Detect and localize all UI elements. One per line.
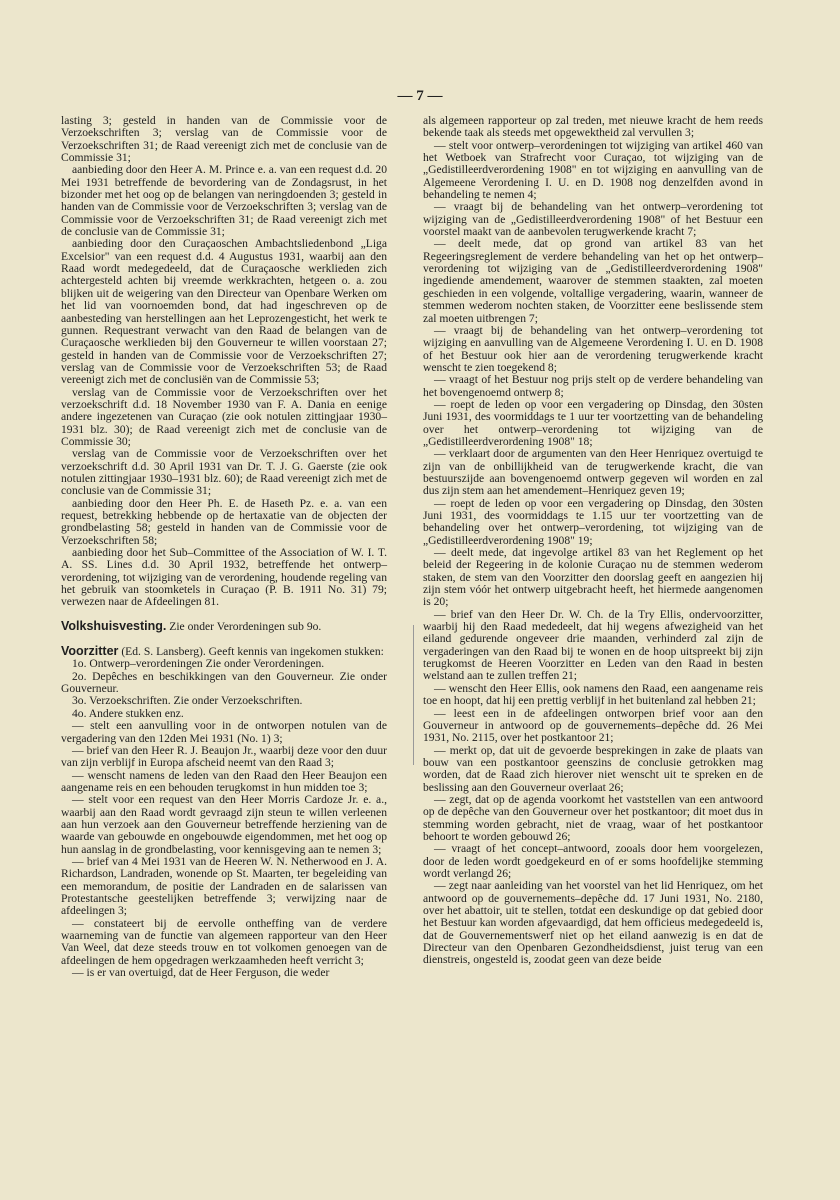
paragraph: — deelt mede, dat op grond van artikel 83 van het Regeeringsreglement de verdere behandeling van het op het ontwerp–verordening tot wijziging van de „Gedistilleerdverordening 1908" ingediende amendement, waarover de stemmen staakten, zal moeten geschieden in een volgende, voltallige vergadering, waarin, wanneer de stemmen wederom nochten staken, de Voorzitter eene beslissende stem zal moeten uitbrengen 7; xyxy=(423,237,763,325)
paragraph: — vraagt bij de behandeling van het ontwerp–verordening tot wijziging van de „Gedistilleerdverordening 1908" of het Bestuur een voorstel maakt van de aanbevolen terugwerkende kracht 7; xyxy=(423,200,763,239)
page-number: — 7 — xyxy=(397,88,443,104)
paragraph: aanbieding door den Heer A. M. Prince e. a. van een request d.d. 20 Mei 1931 betreffende de bevordering van de Zondagsrust, in het bizonder met het oog op de belangen van neringdoenden 3; gesteld in handen van de Commissie voor de Verzoekschriften 3; verslag van de Commissie voor de Verzoekschriften 31; de Raad vereenigt zich met de conclusie van de Commissie 31; xyxy=(61,163,387,239)
paragraph: lasting 3; gesteld in handen van de Commissie voor de Verzoekschriften 3; verslag van de Commissie voor de Verzoekschriften 31; de Raad vereenigt zich met de conclusie van de Commissie 31; xyxy=(61,114,387,165)
entry-text: (Ed. S. Lansberg). Geeft kennis van ingekomen stukken: xyxy=(118,645,384,659)
paragraph: — constateert bij de eervolle ontheffing van de verdere waarneming van de functie van algemeen rapporteur van den Heer Van Weel, dat deze steeds trouw en tot volkomen genoegen van de afdeelingen de hem opgedragen werkzaamheden heeft verricht 3; xyxy=(61,916,387,967)
volkshuisvesting-entry xyxy=(61,620,387,633)
paragraph: aanbieding door den Heer Ph. E. de Haseth Pz. e. a. van een request, betrekking hebbende op de hertaxatie van de objecten der grondbelasting 58; gesteld in handen van de Commissie voor de Verzoekschriften 58; xyxy=(61,496,387,547)
paragraph: — is er van overtuigd, dat de Heer Ferguson, die weder xyxy=(72,966,330,980)
paragraph: — stelt voor ontwerp–verordeningen tot wijziging van artikel 460 van het Wetboek van Strafrecht voor Curaçao, tot wijziging van de „Gedistilleerdverordening 1908" en tot wijziging en aanvulling van de Algemeene Verordening I. U. en D. 1908 nog denzelfden avond in behandeling te nemen 4; xyxy=(423,138,763,202)
paragraph: — wenscht namens de leden van den Raad den Heer Beaujon een aangename reis en een behouden terugkomst in hun midden toe 3; xyxy=(61,768,387,794)
paragraph: — brief van den Heer R. J. Beaujon Jr., waarbij deze voor den duur van zijn verblijf in Europa afscheid neemt van den Raad 3; xyxy=(61,743,387,770)
paragraph: verslag van de Commissie voor de Verzoekschriften over het verzoekschrift d.d. 30 April 1931 van Dr. T. J. G. Gaerste (zie ook notulen zittingjaar 1930–1931 blz. 60); de Raad vereenigt zich met de conclusie van de Commissie 31; xyxy=(61,447,387,498)
paragraph: — zegt, dat op de agenda voorkomt het vaststellen van een antwoord op de depêche van den Gouverneur over het postkantoor; dit moet dus in stemming worden gebracht, niet de vraag, waar of het postkantoor behoort te worden gebouwd 26; xyxy=(423,792,763,843)
list-item: 4o. Andere stukken enz. xyxy=(72,706,184,720)
paragraph: — brief van 4 Mei 1931 van de Heeren W. N. Netherwood en J. A. Richardson, Landraden, wonende op St. Maarten, ter begeleiding van een memorandum, de positie der Landraden en de salarissen van Protestantsche geestelijken betreffende 3; verwijzing naar de afdeelingen 3; xyxy=(61,854,387,918)
list-item: 2o. Depêches en beschikkingen van den Gouverneur. Zie onder Gouverneur. xyxy=(61,669,387,696)
entry-text: Zie onder Verordeningen sub 9o. xyxy=(166,619,322,633)
paragraph: — wenscht den Heer Ellis, ook namens den Raad, een aangename reis toe en hoopt, dat hij een prettig verblijf in het buitenland zal hebben 21; xyxy=(423,681,763,708)
paragraph: verslag van de Commissie voor de Verzoekschriften over het verzoekschrift d.d. 18 November 1930 van F. A. Dania en eenige andere ingezetenen van Curaçao (zie ook notulen zittingjaar 1930–1931 blz. 30); de Raad vereenigt zich met de conclusie van de Commissie 30; xyxy=(61,385,387,448)
entry-heading: Voorzitter xyxy=(61,644,119,659)
paragraph: — merkt op, dat uit de gevoerde besprekingen in zake de plaats van bouw van een postkantoor geenszins de conclusie getrokken mag worden, dat de Raad zich hierover niet wenscht uit te spreken en de beslissing aan den Gouverneur overlaat 26; xyxy=(423,743,763,794)
column-divider xyxy=(413,625,414,765)
right-column xyxy=(423,115,763,967)
voorzitter-entry xyxy=(61,645,387,658)
paragraph: — stelt voor een request van den Heer Morris Cardoze Jr. e. a., waarbij aan den Raad wordt gevraagd zijn steun te willen verleenen aan hun verzoek aan den Gouverneur betreffende herziening van de waarde van gebouwde en ongebouwde eigendommen, met het oog op hun aanslag in de grondbelasting, voor kennisgeving aan te nemen 3; xyxy=(61,793,387,856)
left-column xyxy=(61,115,387,979)
paragraph: als algemeen rapporteur op zal treden, met nieuwe kracht de hem reeds bekende taak als steeds met opgewektheid zal vervullen 3; xyxy=(423,114,763,140)
list-item: 3o. Verzoekschriften. Zie onder Verzoekschriften. xyxy=(72,694,303,708)
paragraph: — deelt mede, dat ingevolge artikel 83 van het Reglement op het beleid der Regeering in de kolonie Curaçao nu de stemmen wederom staken, de stem van den Voorzitter den doorslag geeft en aangezien hij zijn stem vóór het ontwerp uitgebracht heeft, het hiermede aangenomen is 20; xyxy=(423,546,763,609)
paragraph: — vraagt bij de behandeling van het ontwerp–verordening tot wijziging en aanvulling van de Algemeene Verordening I. U. en D. 1908 of het Bestuur ook hier aan de verordening terugwerkende kracht wenscht te zien toegekend 8; xyxy=(423,323,763,374)
paragraph: — verklaart door de argumenten van den Heer Henriquez overtuigd te zijn van de onbillijkheid van de terugwerkende kracht, die van bestuurszijde aan bovengenoemd ontwerp gegeven wil worden en zal dus zijn stem aan het amendement–Henriquez geven 19; xyxy=(423,447,763,498)
paragraph: — vraagt of het concept–antwoord, zooals door hem voorgelezen, door de leden wordt goedgekeurd en of er soms hoofdelijke stemming wordt verlangd 26; xyxy=(423,842,763,880)
paragraph: aanbieding door den Curaçaoschen Ambachtsliedenbond „Liga Excelsior" van een request d.d. 4 Augustus 1931, waarbij aan den Raad wordt medegedeeld, dat de Curaçaosche werklieden zich achtergesteld achten bij vreemde werkkrachten, hetgeen o. a. zou blijken uit de weigering van den Directeur van Openbare Werken om het lid van voornoemden bond, dat had ingeschreven op de aanbesteding van herstellingen aan het Leprozengesticht, het werk te gunnen. Requestrant verwacht van den Raad de belangen van de Curaçaosche werklieden bij den Gouverneur te willen voorstaan 27; gesteld in handen van de Commissie voor de Verzoekschriften 27; verslag van de Commissie voor de Verzoekschriften 53; de Raad vereenigt zich met de conclusiën van de Commissie 53; xyxy=(61,237,387,387)
paragraph: — zegt naar aanleiding van het voorstel van het lid Henriquez, om het antwoord op de gouvernements–depêche dd. 17 Juni 1931, No. 2180, over het abattoir, uit te stellen, totdat een deskundige op dat gebied door het Bestuur kan worden afgevaardigd, dat hem officieus medegedeeld is, dat de Gouvernementswerf niet op het eiland aanwezig is en dat de Directeur van den Openbaren Gezondheidsdienst, juist terug van een dienstreis, ongesteld is, zoodat geen van deze beide xyxy=(423,879,763,967)
list-item: 1o. Ontwerp–verordeningen Zie onder Verordeningen. xyxy=(72,657,325,671)
paragraph: — roept de leden op voor een vergadering op Dinsdag, den 30sten Juni 1931, des voormiddags te 1.15 uur ter voortzetting van de behandeling over het ontwerp–verordening, tot wijziging van de „Gedistilleerdverordening 1908" 19; xyxy=(423,496,763,547)
paragraph: aanbieding door het Sub–Committee of the Association of W. I. T. A. SS. Lines d.d. 30 April 1932, betreffende het ontwerp–verordening, tot wijziging van de verordening, houdende regeling van het gebruik van stoomketels in Curaçao (P. B. 1911 No. 31) 79; verwezen naar de Afdeelingen 81. xyxy=(61,546,387,609)
paragraph: — stelt een aanvulling voor in de ontworpen notulen van de vergadering van den 12den Mei 1931 (No. 1) 3; xyxy=(61,719,387,745)
paragraph: — vraagt of het Bestuur nog prijs stelt op de verdere behandeling van het bovengenoemd ontwerp 8; xyxy=(423,373,763,399)
entry-heading: Volkshuisvesting. xyxy=(61,618,167,633)
paragraph: — brief van den Heer Dr. W. Ch. de la Try Ellis, ondervoorzitter, waarbij hij den Raad mededeelt, dat hij wegens afwezigheid van het eiland gedurende ongeveer drie maanden, verhinderd zal zijn de vergaderingen van den Raad bij te wonen en de hoop uitspreekt bij zijn terugkomst de Heeren Voorzitter en Leden van den Raad in besten welstand aan te zullen treffen 21; xyxy=(423,607,763,683)
paragraph: — roept de leden op voor een vergadering op Dinsdag, den 30sten Juni 1931, des voormiddags te 1 uur ter voortzetting van de behandeling over het ontwerp–verordening tot wijziging van de „Gedistilleerdverordening 1908" 18; xyxy=(423,397,763,448)
paragraph: — leest een in de afdeelingen ontworpen brief voor aan den Gouverneur in antwoord op de gouvernements–depêche dd. 26 Mei 1931, No. 2115, over het postkantoor 21; xyxy=(423,706,763,745)
